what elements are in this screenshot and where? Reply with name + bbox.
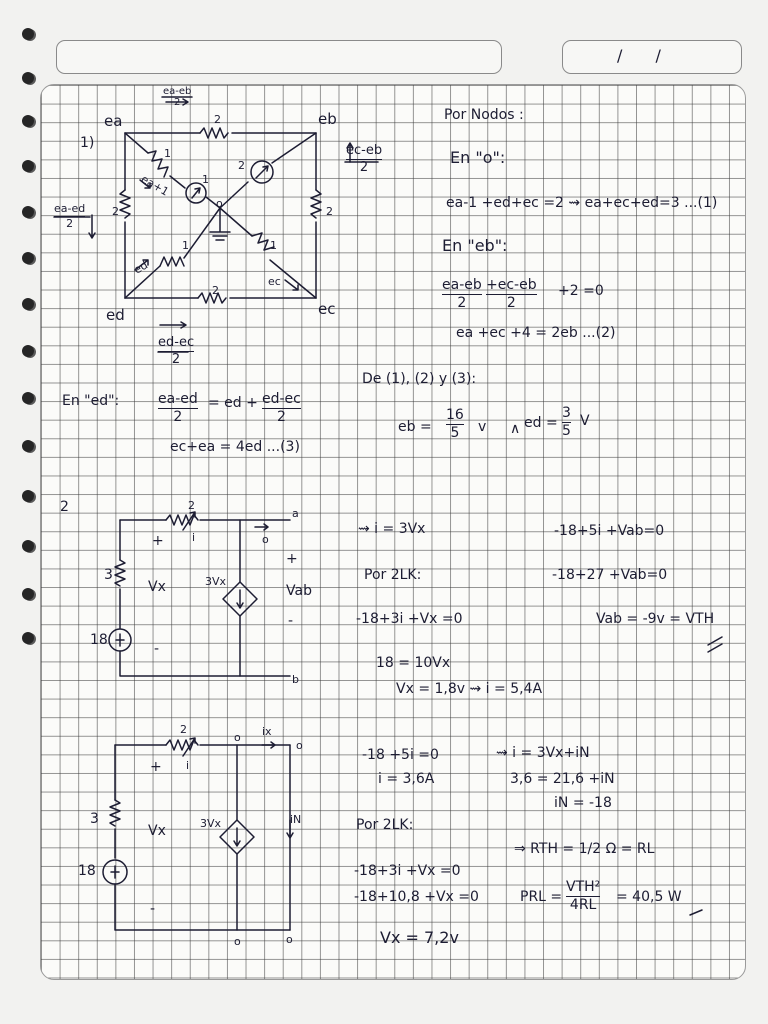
problem2-circuit2 — [103, 738, 293, 930]
current-top-num: ea-eb — [163, 86, 192, 97]
eq-ed-frac-a — [158, 392, 198, 426]
current-right-fraction — [346, 144, 382, 176]
resistor-3-b — [110, 800, 120, 826]
w2-por-2lk: Por 2LK: — [356, 817, 414, 833]
w2-eq4: -18+10,8 +Vx =0 — [354, 889, 479, 905]
nodal-title: Por Nodos : — [444, 107, 524, 123]
eq-eb-frac-b — [486, 278, 537, 312]
problem1-number: 1) — [80, 135, 95, 151]
node-d-label: ed — [106, 306, 125, 324]
current-top-den: 2 — [174, 97, 181, 108]
eq-eb-a-num: ea-eb — [442, 277, 482, 293]
eb-unit: v — [478, 419, 487, 435]
source-2-value: 2 — [238, 159, 245, 172]
resistor-diag-c-value: 1 — [270, 239, 277, 252]
c1-minus-left: - — [154, 641, 160, 657]
eb-result-frac — [446, 408, 464, 442]
w1-eq5: -18+27 +Vab=0 — [552, 567, 668, 583]
c1-resistor-left: 3 — [104, 567, 113, 583]
w2-prl-rhs: = 40,5 W — [616, 889, 682, 905]
w2-rth: ⇒ RTH = 1/2 Ω = RL — [514, 841, 655, 857]
node-eb-heading: En "eb": — [442, 236, 508, 255]
c2-minus: - — [150, 901, 156, 917]
current-left-den: 2 — [66, 217, 74, 231]
current-left-num: ea-ed — [54, 202, 86, 215]
w1-eq2: 18 = 10Vx — [376, 655, 451, 671]
resistor-right — [311, 190, 321, 218]
c2-source-value: 18 — [78, 863, 96, 879]
c1-node-a: a — [292, 507, 299, 520]
node-b-label: eb — [318, 110, 337, 128]
eq-eb-frac-a — [442, 278, 482, 312]
c2-resistor-left: 3 — [90, 811, 99, 827]
resistor-left-value: 2 — [112, 205, 119, 218]
ea-plus-1-label: ea+1 — [138, 172, 171, 199]
eq-eb-b-num: +ec-eb — [486, 277, 537, 293]
c1-o-label: o — [262, 533, 269, 546]
resistor-diag-d — [160, 257, 184, 266]
c1-dep-source-label: 3Vx — [205, 575, 227, 588]
c1-i-label: i — [192, 531, 196, 544]
node-ed-heading: En "ed": — [62, 393, 120, 409]
current-top-fraction — [163, 86, 191, 108]
w2-eq1: -18 +5i =0 — [362, 747, 439, 763]
eq-ed-a-num: ea-ed — [158, 391, 198, 407]
c1-resistor-top: 2 — [188, 499, 195, 512]
resistor-diag-d-value: 1 — [182, 239, 189, 252]
w2-eq6: ⇝ i = 3Vx+iN — [496, 745, 590, 761]
node-o-heading: En "o": — [450, 148, 506, 167]
eq-eb-a-den: 2 — [457, 295, 467, 312]
w2-eq8: iN = -18 — [554, 795, 612, 811]
c2-o-label-right: o — [296, 739, 303, 752]
c1-node-b: b — [292, 673, 299, 686]
node-c-label: ec — [318, 300, 336, 318]
solve-heading: De (1), (2) y (3): — [362, 371, 477, 387]
resistor-right-value: 2 — [326, 205, 333, 218]
date-slashes: / / — [617, 46, 675, 65]
ec-diag-label: ec — [268, 275, 281, 288]
resistor-top-value: 2 — [214, 113, 221, 126]
ed-diag-label: ed — [131, 258, 151, 277]
eb-num: 16 — [446, 407, 464, 423]
c2-in-label: iN — [290, 813, 302, 826]
w1-eq1: -18+3i +Vx =0 — [356, 611, 463, 627]
eq-ed-frac-b — [262, 392, 301, 426]
equation-node-eb-2: ea +ec +4 = 2eb ...(2) — [456, 325, 616, 341]
w2-eq3: -18+3i +Vx =0 — [354, 863, 461, 879]
eb-result-lhs: eb = — [398, 419, 432, 435]
node-o-label: o — [216, 197, 223, 210]
ground-symbol — [210, 208, 230, 240]
resistor-3 — [115, 560, 125, 586]
result-separator: ∧ — [510, 421, 521, 437]
w1-i-relation: ⇝ i = 3Vx — [358, 521, 426, 537]
problem2-number: 2 — [60, 499, 69, 515]
c1-minus-right: - — [288, 613, 294, 629]
w2-prl-frac — [566, 880, 600, 914]
ed-result-lhs: ed = — [524, 415, 558, 431]
current-bottom-num: ed-ec — [158, 335, 195, 350]
current-bottom-fraction — [158, 336, 194, 368]
w1-eq4: -18+5i +Vab=0 — [554, 523, 665, 539]
ed-unit: V — [580, 413, 590, 429]
w2-eq7: 3,6 = 21,6 +iN — [510, 771, 615, 787]
current-right-num: ec-eb — [346, 143, 383, 158]
eq-ed-b-num: ed-ec — [262, 391, 301, 407]
eq-ed-eq: = ed + — [208, 395, 258, 411]
ed-result-frac — [562, 406, 571, 440]
problem1-circuit — [89, 99, 353, 328]
c2-dep-source-label: 3Vx — [200, 817, 222, 830]
c2-o-label-bottom-right: o — [286, 933, 293, 946]
c2-o-label-bottom: o — [234, 935, 241, 948]
c2-plus: + — [150, 759, 162, 775]
resistor-top — [200, 128, 228, 138]
current-bottom-den: 2 — [171, 352, 181, 368]
resistor-2-top — [166, 515, 198, 525]
w2-prl-den: 4RL — [569, 897, 597, 914]
c1-plus-left: + — [152, 533, 164, 549]
resistor-diag-a-value: 1 — [164, 147, 171, 160]
c2-vx-label: Vx — [148, 823, 166, 839]
c1-vab-label: Vab — [286, 583, 312, 599]
ed-den: 5 — [562, 423, 571, 440]
c1-vx-label: Vx — [148, 579, 166, 595]
w2-eq5: Vx = 7,2v — [380, 928, 459, 947]
eq-eb-b-den: 2 — [506, 295, 516, 312]
w1-vab: Vab = -9v = VTH — [596, 611, 715, 627]
c2-o-label-top: o — [234, 731, 241, 744]
w1-eq3: Vx = 1,8v ⇝ i = 5,4A — [396, 681, 543, 697]
w2-eq2: i = 3,6A — [378, 771, 435, 787]
c2-ix-label: ix — [262, 725, 272, 738]
eq-eb-tail: +2 =0 — [558, 283, 604, 299]
c2-resistor-top: 2 — [180, 723, 187, 736]
equation-node-o: ea-1 +ed+ec =2 ⇝ ea+ec+ed=3 ...(1) — [446, 195, 718, 211]
eq-ed-a-den: 2 — [173, 409, 183, 426]
c1-plus-right: + — [286, 551, 298, 567]
resistor-left — [120, 190, 130, 218]
resistor-bottom-value: 2 — [212, 284, 219, 297]
equation-node-ed-2: ec+ea = 4ed ...(3) — [170, 439, 300, 455]
ed-num: 3 — [562, 405, 571, 421]
c1-source-value: 18 — [90, 632, 108, 648]
source-1-value: 1 — [202, 173, 209, 186]
eq-ed-b-den: 2 — [276, 409, 286, 426]
current-left-fraction — [54, 203, 85, 230]
c2-i-label: i — [186, 759, 190, 772]
node-a-label: ea — [104, 112, 123, 130]
w2-prl-lhs: PRL = — [520, 889, 563, 905]
w1-por-2lk: Por 2LK: — [364, 567, 422, 583]
w2-prl-num: VTH² — [566, 879, 601, 895]
eb-den: 5 — [450, 425, 460, 442]
current-right-den: 2 — [359, 160, 369, 176]
